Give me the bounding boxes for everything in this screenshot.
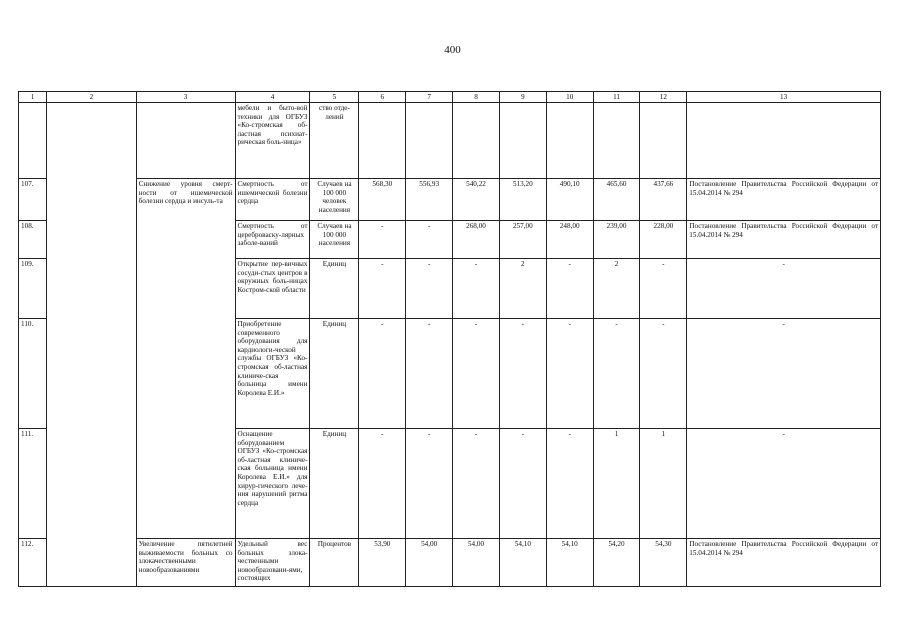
basis-cell bbox=[687, 103, 881, 179]
value-cell: - bbox=[453, 259, 500, 319]
table-row bbox=[19, 179, 881, 221]
row-number-cell: 107. bbox=[19, 179, 47, 221]
value-cell bbox=[546, 103, 593, 179]
goal-cell: Снижение уровня смерт-ности от ишемической болезни сердца и инсуль-та bbox=[136, 179, 235, 539]
value-cell: 54,00 bbox=[453, 539, 500, 587]
unit-cell: Случаев на 100 000 человек населения bbox=[310, 179, 359, 221]
value-cell: - bbox=[406, 319, 453, 429]
column-header: 1 bbox=[19, 92, 47, 103]
value-cell: - bbox=[546, 319, 593, 429]
basis-cell: Постановление Правительства Российской Федерации от 15.04.2014 № 294 bbox=[687, 539, 881, 587]
unit-cell: Единиц bbox=[310, 429, 359, 539]
row-number-cell: 112. bbox=[19, 539, 47, 587]
goal-cell: Увеличение пятилетней выживаемости больных со злокачественными новообразованиями bbox=[136, 539, 235, 587]
column-header: 6 bbox=[359, 92, 406, 103]
column-header: 2 bbox=[47, 92, 137, 103]
goal-cell bbox=[136, 103, 235, 179]
column-2-cell bbox=[47, 103, 137, 179]
column-2-cell bbox=[47, 259, 137, 319]
value-cell: 53,90 bbox=[359, 539, 406, 587]
value-cell: - bbox=[546, 259, 593, 319]
value-cell: - bbox=[499, 429, 546, 539]
unit-cell: Единиц bbox=[310, 259, 359, 319]
column-header: 12 bbox=[640, 92, 687, 103]
table-row-continuation bbox=[19, 103, 881, 179]
page-number: 400 bbox=[444, 44, 461, 56]
value-cell: 257,00 bbox=[499, 221, 546, 259]
value-cell: 54,10 bbox=[499, 539, 546, 587]
value-cell: - bbox=[593, 319, 640, 429]
value-cell: - bbox=[640, 319, 687, 429]
value-cell: 54,20 bbox=[593, 539, 640, 587]
row-number-cell bbox=[19, 103, 47, 179]
column-header: 13 bbox=[687, 92, 881, 103]
column-header: 8 bbox=[453, 92, 500, 103]
indicator-cell: Оснащение оборудованием ОГБУЗ «Ко-стромская об-ластная клиниче-ская больница имени Королева Е.И.» для хирур-гического лече-ния нарушений ритма сердца bbox=[235, 429, 310, 539]
unit-cell: ство отде-лений bbox=[310, 103, 359, 179]
value-cell: 54,00 bbox=[406, 539, 453, 587]
basis-cell: - bbox=[687, 319, 881, 429]
value-cell: 2 bbox=[499, 259, 546, 319]
column-2-cell bbox=[47, 179, 137, 221]
value-cell: - bbox=[499, 319, 546, 429]
column-header: 5 bbox=[310, 92, 359, 103]
column-2-cell bbox=[47, 221, 137, 259]
value-cell: - bbox=[406, 259, 453, 319]
basis-cell: Постановление Правительства Российской Федерации от 15.04.2014 № 294 bbox=[687, 179, 881, 221]
value-cell: - bbox=[453, 319, 500, 429]
basis-cell: - bbox=[687, 259, 881, 319]
value-cell: 465,60 bbox=[593, 179, 640, 221]
value-cell: - bbox=[640, 259, 687, 319]
indicator-cell: мебели и быто-вой техники для ОГБУЗ «Ко-стромская об-ластная психиат-рическая боль-ница» bbox=[235, 103, 310, 179]
value-cell: - bbox=[406, 429, 453, 539]
row-number-cell: 111. bbox=[19, 429, 47, 539]
column-header: 10 bbox=[546, 92, 593, 103]
value-cell: 54,10 bbox=[546, 539, 593, 587]
value-cell: - bbox=[453, 429, 500, 539]
value-cell: - bbox=[359, 319, 406, 429]
basis-cell: Постановление Правительства Российской Федерации от 15.04.2014 № 294 bbox=[687, 221, 881, 259]
column-2-cell bbox=[47, 429, 137, 539]
value-cell: 239,00 bbox=[593, 221, 640, 259]
column-header: 7 bbox=[406, 92, 453, 103]
value-cell bbox=[499, 103, 546, 179]
value-cell: 437,66 bbox=[640, 179, 687, 221]
value-cell: - bbox=[359, 259, 406, 319]
value-cell bbox=[453, 103, 500, 179]
value-cell: - bbox=[359, 429, 406, 539]
indicator-cell: Приобретение современного оборудования для кардиологи-ческой службы ОГБУЗ «Ко-стромская об-ластная клиниче-ская больница имени Королева Е.И.» bbox=[235, 319, 310, 429]
value-cell: - bbox=[359, 221, 406, 259]
column-2-cell bbox=[47, 539, 137, 587]
value-cell bbox=[593, 103, 640, 179]
value-cell: 540,22 bbox=[453, 179, 500, 221]
indicator-cell: Смертность от ишемической болезни сердца bbox=[235, 179, 310, 221]
column-2-cell bbox=[47, 319, 137, 429]
unit-cell: Процентов bbox=[310, 539, 359, 587]
indicators-table bbox=[18, 91, 881, 587]
value-cell: - bbox=[546, 429, 593, 539]
column-header: 11 bbox=[593, 92, 640, 103]
row-number-cell: 108. bbox=[19, 221, 47, 259]
value-cell bbox=[359, 103, 406, 179]
value-cell: 54,30 bbox=[640, 539, 687, 587]
unit-cell: Случаев на 100 000 населения bbox=[310, 221, 359, 259]
value-cell: 513,20 bbox=[499, 179, 546, 221]
value-cell: 1 bbox=[593, 429, 640, 539]
indicator-cell: Открытие пер-вичных сосуди-стых центров в окружных боль-ницах Костром-ской области bbox=[235, 259, 310, 319]
value-cell: 228,00 bbox=[640, 221, 687, 259]
indicator-cell: Удельный вес больных злока-чественными новообразовани-ями, состоящих bbox=[235, 539, 310, 587]
column-header: 4 bbox=[235, 92, 310, 103]
value-cell: 248,00 bbox=[546, 221, 593, 259]
value-cell: 268,00 bbox=[453, 221, 500, 259]
basis-cell: - bbox=[687, 429, 881, 539]
row-number-cell: 109. bbox=[19, 259, 47, 319]
value-cell bbox=[640, 103, 687, 179]
unit-cell: Единиц bbox=[310, 319, 359, 429]
table-row bbox=[19, 539, 881, 587]
column-header: 3 bbox=[136, 92, 235, 103]
value-cell: 490,10 bbox=[546, 179, 593, 221]
value-cell: 1 bbox=[640, 429, 687, 539]
value-cell bbox=[406, 103, 453, 179]
header-row bbox=[19, 92, 881, 103]
value-cell: - bbox=[406, 221, 453, 259]
value-cell: 568,30 bbox=[359, 179, 406, 221]
column-header: 9 bbox=[499, 92, 546, 103]
value-cell: 2 bbox=[593, 259, 640, 319]
value-cell: 556,93 bbox=[406, 179, 453, 221]
indicator-cell: Смертность от цереброваску-лярных заболе-ваний bbox=[235, 221, 310, 259]
row-number-cell: 110. bbox=[19, 319, 47, 429]
